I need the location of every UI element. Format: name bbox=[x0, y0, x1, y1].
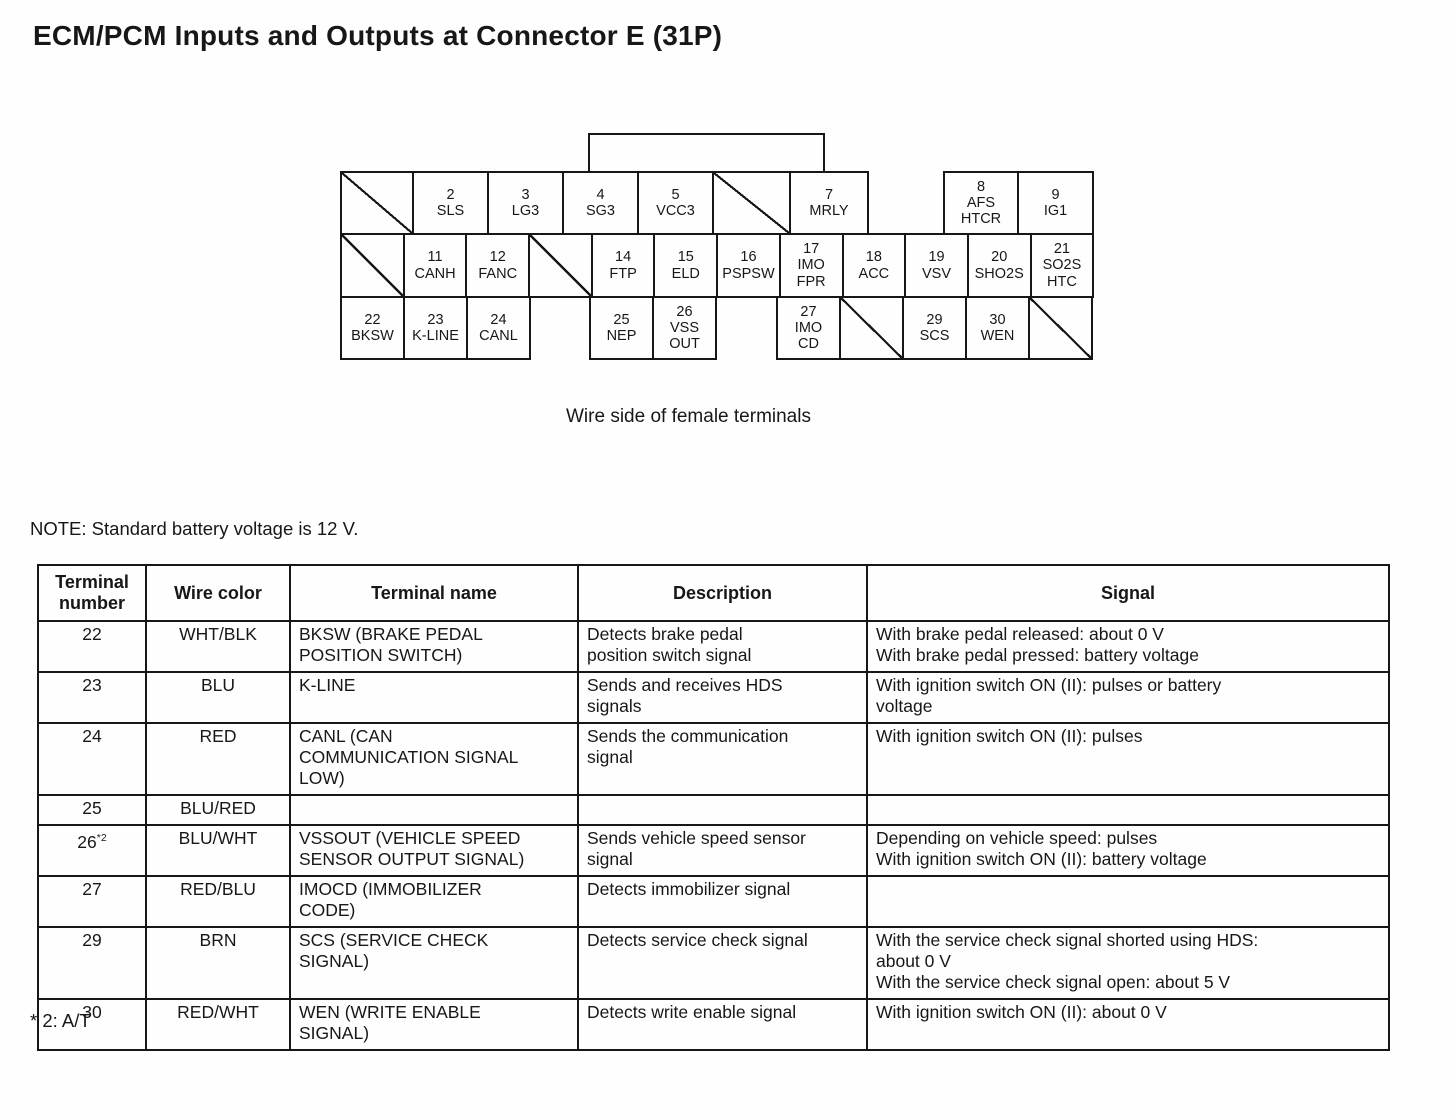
terminal-number: 25 bbox=[38, 795, 146, 825]
pin-label: 23 bbox=[427, 311, 444, 328]
pin-label: 20 bbox=[991, 249, 1008, 266]
pin-label: VSS bbox=[669, 319, 699, 336]
table-row-terminal-24 bbox=[38, 723, 1389, 795]
cell-line: Sends vehicle speed sensor bbox=[587, 828, 806, 848]
pin-label: 7 bbox=[824, 186, 834, 203]
connector-caption: Wire side of female terminals bbox=[566, 406, 811, 427]
pin-label: 15 bbox=[677, 249, 694, 266]
cell-line: WEN (WRITE ENABLE bbox=[299, 1002, 481, 1022]
description bbox=[578, 927, 867, 999]
column-header: Terminal number bbox=[38, 565, 146, 621]
connector-pin-19 bbox=[904, 233, 969, 298]
cell-line: With ignition switch ON (II): battery voltage bbox=[876, 849, 1207, 869]
pin-label: VSV bbox=[922, 265, 952, 282]
pin-label: CANL bbox=[479, 328, 518, 344]
cell-line: Sends the communication bbox=[587, 726, 789, 746]
connector-pin-7 bbox=[789, 171, 869, 235]
signal bbox=[867, 876, 1389, 927]
table-header-row bbox=[38, 565, 1389, 621]
cell-line: voltage bbox=[876, 696, 933, 716]
pin-label: 4 bbox=[596, 186, 605, 203]
cell-line: Detects write enable signal bbox=[587, 1002, 797, 1022]
description bbox=[578, 723, 867, 795]
pin-label: IMO bbox=[794, 319, 823, 336]
pin-label: 26 bbox=[676, 303, 693, 320]
signal bbox=[867, 825, 1389, 876]
connector-gap bbox=[869, 171, 943, 235]
terminal-signal-table bbox=[37, 564, 1390, 1051]
pin-label: 12 bbox=[489, 249, 506, 266]
terminal-name bbox=[290, 723, 578, 795]
connector-pin-2 bbox=[412, 171, 489, 235]
wire-color: WHT/BLK bbox=[146, 621, 290, 672]
cell-line: SIGNAL) bbox=[299, 1023, 370, 1043]
pin-label: SG3 bbox=[585, 203, 615, 219]
pin-label: 25 bbox=[613, 311, 630, 328]
pin-label: BKSW bbox=[351, 328, 394, 344]
cell-line: LOW) bbox=[299, 768, 345, 788]
pin-label: 11 bbox=[427, 249, 443, 266]
terminal-name bbox=[290, 927, 578, 999]
cell-line: CANL (CAN bbox=[299, 726, 393, 746]
connector-pin-30 bbox=[965, 296, 1030, 360]
cell-line: With ignition switch ON (II): pulses or battery bbox=[876, 675, 1222, 695]
connector-pin-12 bbox=[465, 233, 530, 298]
description bbox=[578, 999, 867, 1050]
cell-line: signal bbox=[587, 849, 633, 869]
connector-gap bbox=[531, 296, 589, 360]
column-header: Signal bbox=[867, 565, 1389, 621]
terminal-number: 24 bbox=[38, 723, 146, 795]
cell-line: With ignition switch ON (II): about 0 V bbox=[876, 1002, 1167, 1022]
pin-label: WEN bbox=[980, 328, 1015, 344]
table-row-terminal-27 bbox=[38, 876, 1389, 927]
description bbox=[578, 876, 867, 927]
pin-label: HTCR bbox=[960, 211, 1002, 228]
terminal-name bbox=[290, 999, 578, 1050]
signal bbox=[867, 723, 1389, 795]
page-title: ECM/PCM Inputs and Outputs at Connector E (31P) bbox=[33, 20, 723, 51]
cell-line: Sends and receives HDS bbox=[587, 675, 783, 695]
pin-label: K-LINE bbox=[412, 328, 459, 344]
cell-line: SENSOR OUTPUT SIGNAL) bbox=[299, 849, 525, 869]
terminal-number: 30 bbox=[38, 999, 146, 1050]
connector-blank-cell bbox=[712, 171, 791, 235]
terminal-name bbox=[290, 825, 578, 876]
terminal-name bbox=[290, 621, 578, 672]
pin-label: 14 bbox=[615, 249, 632, 266]
connector-pin-23 bbox=[403, 296, 468, 360]
pin-label: 18 bbox=[865, 249, 882, 266]
description bbox=[578, 795, 867, 825]
terminal-number: 29 bbox=[38, 927, 146, 999]
pin-label: FTP bbox=[609, 265, 637, 282]
cell-line: Detects service check signal bbox=[587, 930, 808, 950]
terminal-name bbox=[290, 672, 578, 723]
pin-label: 17 bbox=[803, 241, 820, 258]
pin-label: ACC bbox=[858, 265, 890, 282]
connector-pin-27 bbox=[776, 296, 841, 360]
cell-line: With the service check signal open: about 5 V bbox=[876, 972, 1231, 992]
connector-row-2 bbox=[340, 233, 1094, 298]
terminal-number: 26$^{*2}$ bbox=[38, 825, 146, 876]
cell-line: COMMUNICATION SIGNAL bbox=[299, 747, 519, 767]
pin-label: NEP bbox=[606, 328, 637, 344]
cell-line: Depending on vehicle speed: pulses bbox=[876, 828, 1158, 848]
connector-row-1 bbox=[340, 171, 1094, 235]
connector-pin-26 bbox=[652, 296, 717, 360]
column-header: Terminal name bbox=[290, 565, 578, 621]
connector-blank-cell bbox=[340, 171, 414, 235]
pin-label: HTC bbox=[1047, 273, 1077, 290]
connector-pin-14 bbox=[591, 233, 656, 298]
column-header: Wire color bbox=[146, 565, 290, 621]
pin-label: 3 bbox=[521, 186, 530, 203]
connector-pin-11 bbox=[403, 233, 468, 298]
signal bbox=[867, 999, 1389, 1050]
pin-label: SO2S bbox=[1042, 257, 1082, 274]
pin-label: SLS bbox=[436, 203, 465, 219]
cell-line: position switch signal bbox=[587, 645, 752, 665]
pin-label: IMO bbox=[797, 257, 825, 274]
signal-table-body bbox=[38, 621, 1389, 1050]
cell-line: CODE) bbox=[299, 900, 356, 920]
column-header: Description bbox=[578, 565, 867, 621]
connector-blank-cell bbox=[528, 233, 593, 298]
pin-label: IG1 bbox=[1043, 203, 1068, 219]
connector-pin-4 bbox=[562, 171, 639, 235]
connector-gap bbox=[717, 296, 776, 360]
table-row-terminal-25 bbox=[38, 795, 1389, 825]
table-row-terminal-22 bbox=[38, 621, 1389, 672]
wire-color: BLU/RED bbox=[146, 795, 290, 825]
wire-color: BLU bbox=[146, 672, 290, 723]
cell-line: POSITION SWITCH) bbox=[299, 645, 463, 665]
cell-line: BKSW (BRAKE PEDAL bbox=[299, 624, 483, 644]
description bbox=[578, 672, 867, 723]
pin-label: LG3 bbox=[511, 203, 540, 219]
connector-pin-24 bbox=[466, 296, 531, 360]
pin-label: 8 bbox=[976, 178, 986, 195]
wire-color: RED/BLU bbox=[146, 876, 290, 927]
connector-pin-8 bbox=[943, 171, 1019, 235]
wire-color: RED/WHT bbox=[146, 999, 290, 1050]
connector-blank-cell bbox=[340, 233, 405, 298]
connector-blank-cell bbox=[839, 296, 904, 360]
table-row-terminal-29 bbox=[38, 927, 1389, 999]
signal bbox=[867, 795, 1389, 825]
terminal-number: 27 bbox=[38, 876, 146, 927]
connector-grid bbox=[340, 171, 1094, 360]
connector-pin-9 bbox=[1017, 171, 1094, 235]
pin-label: 22 bbox=[364, 311, 381, 328]
battery-voltage-note: NOTE: Standard battery voltage is 12 V. bbox=[30, 518, 359, 539]
connector-pin-3 bbox=[487, 171, 564, 235]
table-row-terminal-23 bbox=[38, 672, 1389, 723]
terminal-number: 22 bbox=[38, 621, 146, 672]
footnote-marker: *2 bbox=[96, 832, 107, 844]
description bbox=[578, 621, 867, 672]
terminal-name bbox=[290, 876, 578, 927]
footnote-at: * 2: A/T bbox=[30, 1010, 91, 1031]
pin-label: 24 bbox=[490, 311, 507, 328]
cell-line: Detects immobilizer signal bbox=[587, 879, 791, 899]
pin-label: 5 bbox=[671, 186, 680, 203]
pin-label: OUT bbox=[669, 336, 700, 353]
pin-label: SCS bbox=[919, 328, 950, 344]
cell-line: With brake pedal released: about 0 V bbox=[876, 624, 1164, 644]
connector-row-3 bbox=[340, 296, 1094, 360]
cell-line: Detects brake pedal bbox=[587, 624, 743, 644]
pin-label: MRLY bbox=[809, 203, 849, 219]
pin-label: CD bbox=[798, 336, 819, 353]
pin-label: 9 bbox=[1051, 186, 1060, 203]
pin-label: 21 bbox=[1053, 241, 1070, 258]
connector-pin-29 bbox=[902, 296, 967, 360]
pin-label: AFS bbox=[966, 194, 996, 211]
pin-label: SHO2S bbox=[974, 265, 1024, 282]
connector-blank-cell bbox=[1028, 296, 1093, 360]
pin-label: 2 bbox=[446, 186, 455, 203]
cell-line: With the service check signal shorted using HDS: bbox=[876, 930, 1259, 950]
signal bbox=[867, 621, 1389, 672]
cell-line: signal bbox=[587, 747, 633, 767]
table-row-terminal-30 bbox=[38, 999, 1389, 1050]
connector-pin-15 bbox=[653, 233, 718, 298]
pin-label: ELD bbox=[671, 265, 700, 282]
cell-line: SIGNAL) bbox=[299, 951, 370, 971]
pin-label: 30 bbox=[989, 311, 1006, 328]
cell-line: about 0 V bbox=[876, 951, 951, 971]
cell-line: SCS (SERVICE CHECK bbox=[299, 930, 489, 950]
table-row-terminal-26 bbox=[38, 825, 1389, 876]
cell-line: With brake pedal pressed: battery voltage bbox=[876, 645, 1199, 665]
pin-label: 19 bbox=[928, 249, 945, 266]
connector-pin-17 bbox=[779, 233, 844, 298]
pin-label: FPR bbox=[796, 273, 826, 290]
wire-color: BRN bbox=[146, 927, 290, 999]
cell-line: signals bbox=[587, 696, 642, 716]
wire-color: RED bbox=[146, 723, 290, 795]
connector-pin-18 bbox=[842, 233, 907, 298]
pin-label: 29 bbox=[926, 311, 943, 328]
pin-label: CANH bbox=[414, 265, 456, 282]
terminal-number: 23 bbox=[38, 672, 146, 723]
signal bbox=[867, 927, 1389, 999]
signal bbox=[867, 672, 1389, 723]
cell-line: K-LINE bbox=[299, 675, 356, 695]
pin-label: 27 bbox=[800, 303, 817, 320]
pin-label: PSPSW bbox=[722, 265, 775, 282]
pin-label: 16 bbox=[740, 249, 757, 266]
connector-pin-20 bbox=[967, 233, 1032, 298]
description bbox=[578, 825, 867, 876]
pin-label: FANC bbox=[478, 265, 518, 282]
pin-label: VCC3 bbox=[656, 203, 695, 219]
cell-line: VSSOUT (VEHICLE SPEED bbox=[299, 828, 521, 848]
connector-pin-21 bbox=[1030, 233, 1095, 298]
cell-line: With ignition switch ON (II): pulses bbox=[876, 726, 1143, 746]
cell-line: IMOCD (IMMOBILIZER bbox=[299, 879, 482, 899]
wire-color: BLU/WHT bbox=[146, 825, 290, 876]
connector-pin-25 bbox=[589, 296, 654, 360]
connector-pin-16 bbox=[716, 233, 781, 298]
connector-pin-5 bbox=[637, 171, 714, 235]
terminal-name bbox=[290, 795, 578, 825]
connector-pin-22 bbox=[340, 296, 405, 360]
